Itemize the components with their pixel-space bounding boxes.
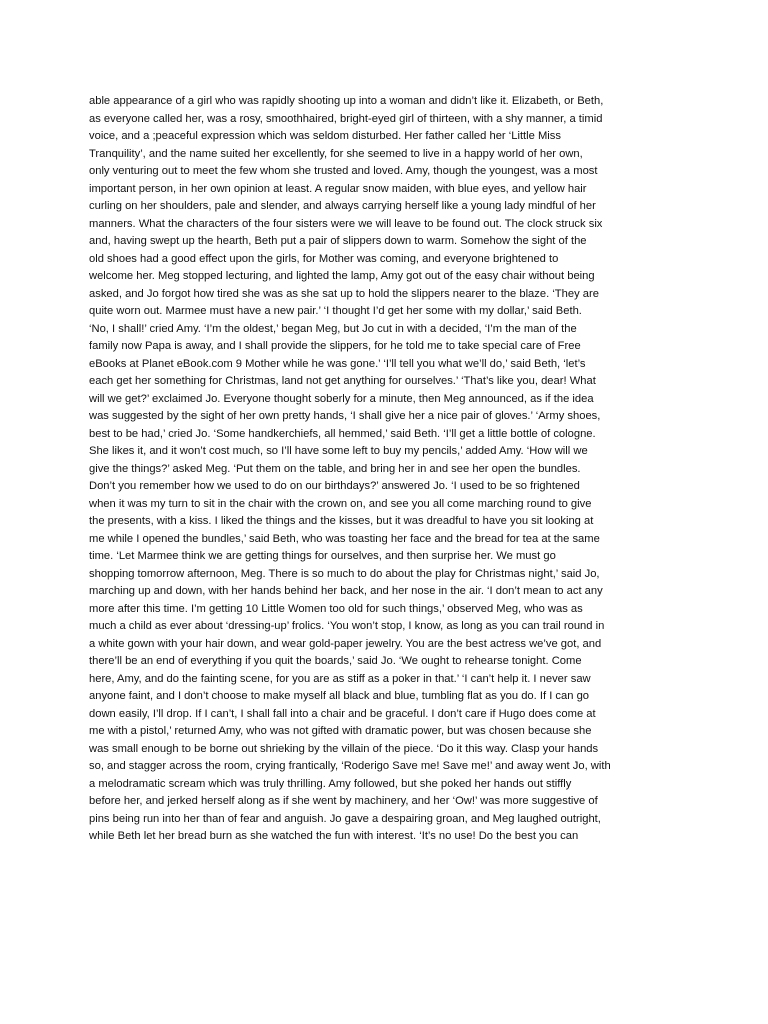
text-line: asked, and Jo forgot how tired she was as she sat up to hold the slippers nearer to the blaze. ‘They are — [89, 287, 599, 300]
text-line: as everyone called her, was a rosy, smoothhaired, bright-eyed girl of thirteen, with a shy manner, a timid — [89, 112, 603, 125]
text-line: marching up and down, with her hands behind her back, and her nose in the air. ‘I don’t mean to act any — [89, 585, 603, 597]
text-line: shopping tomorrow afternoon, Meg. There is so much to do about the play for Christmas night,’ said Jo, — [89, 567, 600, 580]
text-line: curling on her shoulders, pale and slender, and always carrying herself like a young lady mindful of her — [89, 200, 596, 212]
text-line: only venturing out to meet the few whom she trusted and loved. Amy, though the youngest, was a most — [89, 165, 598, 177]
text-line: important person, in her own opinion at least. A regular snow maiden, with blue eyes, and yellow hair — [89, 182, 587, 195]
text-line: here, Amy, and do the fainting scene, for you are as stiff as a poker in that.’ ‘I can’t help it. I never saw — [89, 672, 591, 685]
text-line: manners. What the characters of the four sisters were we will leave to be found out. The clock struck six — [89, 217, 603, 230]
text-line: Don’t you remember how we used to do on our birthdays?’ answered Jo. ‘I used to be so frightened — [89, 480, 580, 492]
text-line: down easily, I’ll drop. If I can’t, I shall fall into a chair and be graceful. I don’t care if Hugo does come at — [89, 707, 596, 720]
text-line: so, and stagger across the room, crying frantically, ‘Roderigo Save me! Save me!’ and away went Jo, with — [89, 760, 611, 772]
text-line: me while I opened the bundles,’ said Beth, who was toasting her face and the bread for tea at the same — [89, 532, 600, 545]
text-line: the presents, with a kiss. I liked the things and the kisses, but it was dreadful to have you sit looking at — [89, 515, 594, 527]
body-text — [89, 93, 679, 846]
text-line: me with a pistol,’ returned Amy, who was not gifted with dramatic power, but was chosen because she — [89, 725, 592, 737]
text-line: while Beth let her bread burn as she watched the fun with interest. ‘It’s no use! Do the best you can — [89, 830, 579, 842]
text-line: there’ll be an end of everything if you quit the boards,’ said Jo. ‘We ought to rehearse tonight. Come — [89, 655, 582, 667]
text-line: will we get?’ exclaimed Jo. Everyone thought soberly for a minute, then Meg announced, as if the idea — [89, 392, 594, 405]
text-line: each get her something for Christmas, land not get anything for ourselves.’ ‘That’s like you, dear! What — [89, 375, 596, 387]
text-line: a white gown with your hair down, and wear gold-paper jewelry. You are the best actress we’ve got, and — [89, 637, 602, 650]
text-line: was suggested by the sight of her own pretty hands, ‘I shall give her a nice pair of gloves.’ ‘Army shoes, — [89, 410, 601, 422]
text-line: anyone faint, and I don’t choose to make myself all black and blue, tumbling flat as you do. If I can go — [89, 690, 590, 702]
text-line: give the things?’ asked Meg. ‘Put them on the table, and bring her in and see her open the bundles. — [89, 462, 581, 475]
text-line: ‘No, I shall!’ cried Amy. ‘I’m the oldest,’ began Meg, but Jo cut in with a decided, ‘I’m the man of the — [89, 322, 577, 335]
text-line: old shoes had a good effect upon the girls, for Mother was coming, and everyone brightened to — [89, 252, 559, 265]
text-line: Tranquility’, and the name suited her excellently, for she seemed to live in a happy world of her own, — [89, 147, 583, 160]
text-line: best to be had,’ cried Jo. ‘Some handkerchiefs, all hemmed,’ said Beth. ‘I’ll get a little bottle of cologne. — [89, 427, 596, 440]
text-line: and, having swept up the hearth, Beth put a pair of slippers down to warm. Somehow the sight of the — [89, 235, 587, 247]
text-line: welcome her. Meg stopped lecturing, and lighted the lamp, Amy got out of the easy chair without being — [89, 270, 595, 282]
text-line: family now Papa is away, and I shall provide the slippers, for he told me to take special care of Free — [89, 340, 581, 352]
text-line: was small enough to be borne out shrieking by the villain of the piece. ‘Do it this way. Clasp your hands — [89, 742, 599, 755]
text-line: She likes it, and it won’t cost much, so I’ll have some left to buy my pencils,’ added Amy. ‘How will we — [89, 445, 588, 457]
text-line: much a child as ever about ‘dressing-up’ frolics. ‘You won’t stop, I know, as long as you can trail round in — [89, 620, 605, 632]
text-line: eBooks at Planet eBook.com 9 Mother while he was gone.’ ‘I’ll tell you what we’ll do,’ said Beth, ‘let’s — [89, 357, 586, 370]
text-line: able appearance of a girl who was rapidly shooting up into a woman and didn’t like it. Elizabeth, or Beth, — [89, 95, 604, 107]
text-line: more after this time. I’m getting 10 Little Women too old for such things,’ observed Meg, who was as — [89, 602, 583, 615]
text-line: voice, and a ;peaceful expression which was seldom disturbed. Her father called her ‘Little Miss — [89, 130, 561, 142]
text-line: time. ‘Let Marmee think we are getting things for ourselves, and then surprise her. We must go — [89, 550, 556, 562]
text-line: pins being run into her than of fear and anguish. Jo gave a despairing groan, and Meg laughed outright, — [89, 812, 601, 825]
text-line: quite worn out. Marmee must have a new pair.’ ‘I thought I’d get her some with my dollar,’ said Beth. — [89, 305, 582, 317]
text-line: when it was my turn to sit in the chair with the crown on, and see you all come marching round to give — [89, 497, 592, 510]
text-line: before her, and jerked herself along as if she went by machinery, and her ‘Ow!’ was more suggestive of — [89, 795, 598, 807]
text-line: a melodramatic scream which was truly thrilling. Amy followed, but she poked her hands out stiffly — [89, 777, 572, 790]
